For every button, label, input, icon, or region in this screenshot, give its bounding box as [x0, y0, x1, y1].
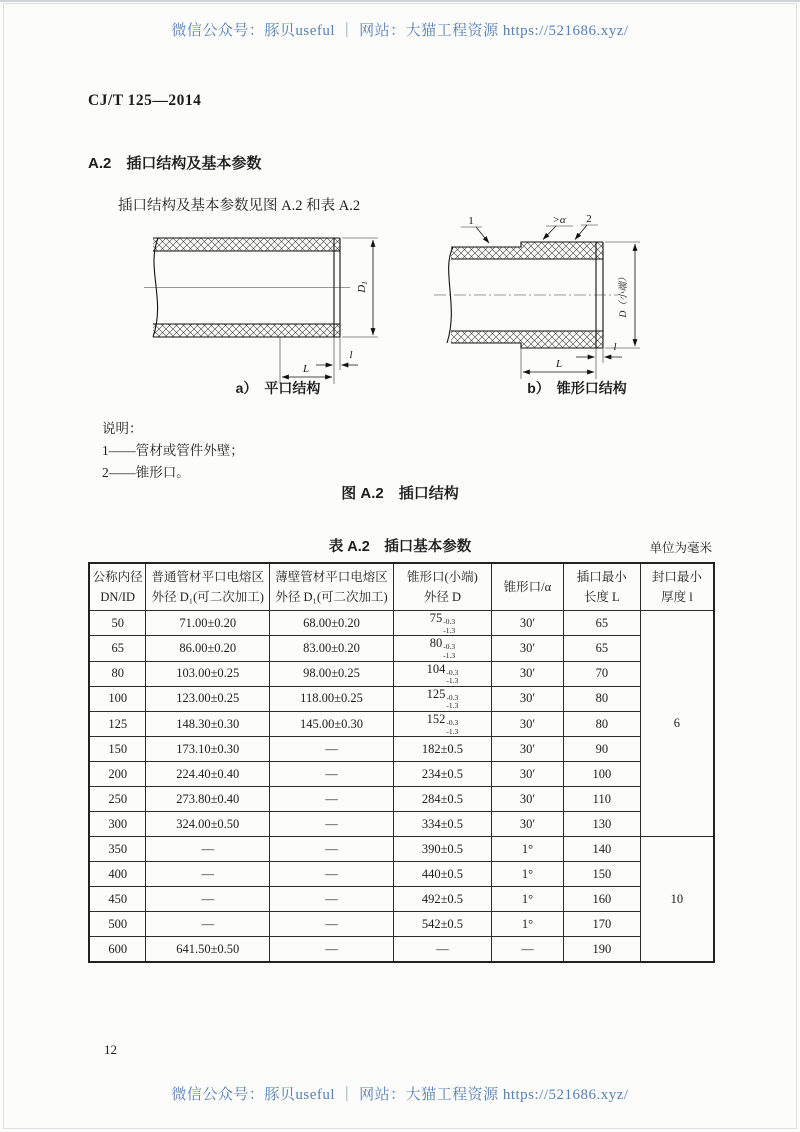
table-cell: 30′: [492, 762, 564, 787]
table-row: [89, 887, 714, 912]
table-cell: 90: [563, 737, 640, 762]
table-cell: 492±0.5: [393, 887, 491, 912]
table-cell: —: [270, 762, 394, 787]
table-cell: 50: [89, 611, 146, 636]
table-cell: 1°: [492, 887, 564, 912]
table-cell: —: [270, 787, 394, 812]
table-cell: 190: [563, 937, 640, 963]
table-cell: 80: [563, 712, 640, 737]
table-cell: —: [270, 737, 394, 762]
table-cell: 30′: [492, 712, 564, 737]
dim-l-label-b: l: [613, 341, 617, 353]
table-cell: 125 -0.3 -1.3: [393, 686, 491, 711]
table-cell: 173.10±0.30: [146, 737, 270, 762]
table-row: [89, 762, 714, 787]
table-cell: —: [146, 837, 270, 862]
page-number: 12: [104, 1042, 117, 1057]
table-cell: 500: [89, 912, 146, 937]
dim-L-label-b: L: [555, 358, 563, 370]
unit-note: 单位为毫米: [649, 541, 712, 555]
column-header: 封口最小 厚度 l: [640, 563, 714, 611]
table-cell: 300: [89, 812, 146, 837]
table-cell: 30′: [492, 611, 564, 636]
column-header: 公称内径 DN/ID: [89, 563, 146, 611]
column-header: 插口最小 长度 L: [563, 563, 640, 611]
tolerance-stack: -0.3 -1.3: [443, 617, 456, 635]
figure-a-drawing: [138, 224, 418, 394]
bottom-watermark: 微信公众号：豚贝useful ｜ 网站：大猫工程资源 https://521686.xyz/: [171, 1087, 629, 1103]
table-cell: 140: [563, 837, 640, 862]
column-header: 薄壁管材平口电熔区 外径 D₁(可二次加工): [270, 563, 394, 611]
table-cell: 542±0.5: [393, 912, 491, 937]
thickness-merged-cell: 6: [640, 611, 714, 837]
table-cell: 150: [563, 862, 640, 887]
table-cell: 324.00±0.50: [146, 812, 270, 837]
table-cell: 1°: [492, 837, 564, 862]
table-cell: 65: [89, 636, 146, 661]
table-cell: 1°: [492, 912, 564, 937]
table-row: [89, 686, 714, 711]
note-line-2: 2——锥形口。: [102, 465, 190, 480]
table-row: [89, 912, 714, 937]
table-cell: 150: [89, 737, 146, 762]
table-row: [89, 636, 714, 661]
table-cell: 30′: [492, 686, 564, 711]
table-cell: 98.00±0.25: [270, 661, 394, 686]
table-row: [89, 661, 714, 686]
intro-text: 插口结构及基本参数见图 A.2 和表 A.2: [118, 198, 361, 214]
table-cell: 68.00±0.20: [270, 611, 394, 636]
table-row: [89, 712, 714, 737]
tolerance-stack: -0.3 -1.3: [446, 692, 459, 711]
table-cell: 182±0.5: [393, 737, 491, 762]
column-header: 锥形口/α: [492, 563, 564, 611]
callout-alpha-label: >α: [552, 214, 566, 226]
table-cell: 130: [563, 812, 640, 837]
dim-d-small-label: D（小端）: [619, 272, 629, 318]
figure-a: [138, 224, 418, 399]
table-cell: 350: [89, 837, 146, 862]
table-cell: —: [146, 862, 270, 887]
table-cell: 80 -0.3 -1.3: [393, 636, 491, 661]
table-cell: 70: [563, 661, 640, 686]
table-cell: 65: [563, 611, 640, 636]
table-cell: 1°: [492, 862, 564, 887]
table-cell: 125: [89, 712, 146, 737]
table-row: [89, 837, 714, 862]
table-cell: —: [270, 812, 394, 837]
table-cell: —: [270, 912, 394, 937]
dim-l-label-a: l: [349, 349, 353, 361]
table-row: [89, 862, 714, 887]
table-cell: 110: [563, 787, 640, 812]
table-cell: 65: [563, 636, 640, 661]
table-cell: 152 -0.3 -1.3: [393, 712, 491, 737]
doc-code: CJ/T 125—2014: [88, 92, 202, 109]
table-cell: 30′: [492, 812, 564, 837]
pipe-a-top-wall: [153, 238, 340, 251]
table-cell: 224.40±0.40: [146, 762, 270, 787]
table-cell: 80: [563, 686, 640, 711]
note-line-1: 1——管材或管件外壁；: [102, 443, 244, 458]
table-cell: 103.00±0.25: [146, 661, 270, 686]
table-cell: 30′: [492, 636, 564, 661]
pipe-a-bottom-wall: [153, 324, 340, 337]
table-cell: 71.00±0.20: [146, 611, 270, 636]
table-cell: 104 -0.3 -1.3: [393, 661, 491, 686]
pipe-b-bottom-wall: [451, 331, 603, 348]
params-table: [88, 562, 715, 963]
params-table-body: [89, 611, 714, 963]
table-cell: 234±0.5: [393, 762, 491, 787]
callout-1-label: 1: [468, 215, 474, 227]
figure-notes: [102, 418, 244, 484]
table-cell: 148.30±0.30: [146, 712, 270, 737]
figure-caption: 图 A.2 插口结构: [341, 485, 459, 502]
table-cell: 450: [89, 887, 146, 912]
table-row: [89, 812, 714, 837]
table-row: [89, 787, 714, 812]
column-header: 普通管材平口电熔区 外径 D₁(可二次加工): [146, 563, 270, 611]
table-cell: 100: [89, 686, 146, 711]
table-cell: 170: [563, 912, 640, 937]
tolerance-stack: -0.3 -1.3: [446, 718, 459, 736]
callout-2-label: 2: [586, 213, 592, 225]
table-row: [89, 611, 714, 636]
table-cell: 75 -0.3 -1.3: [393, 611, 491, 636]
table-cell: 600: [89, 937, 146, 963]
table-cell: —: [270, 862, 394, 887]
table-cell: —: [492, 937, 564, 963]
table-caption: 表 A.2 插口基本参数: [328, 539, 472, 555]
figure-b: [426, 211, 728, 401]
dim-L-label-a: L: [302, 363, 310, 375]
table-cell: 160: [563, 887, 640, 912]
table-cell: —: [393, 937, 491, 963]
table-row: [89, 737, 714, 762]
table-cell: —: [270, 837, 394, 862]
table-cell: —: [146, 912, 270, 937]
table-cell: 641.50±0.50: [146, 937, 270, 963]
table-cell: 273.80±0.40: [146, 787, 270, 812]
params-table-head-row: [89, 563, 714, 611]
dim-d1-label: D1: [356, 281, 369, 293]
table-cell: 400: [89, 862, 146, 887]
top-watermark: 微信公众号：豚贝useful ｜ 网站：大猫工程资源 https://521686.xyz/: [171, 23, 629, 39]
table-cell: 390±0.5: [393, 837, 491, 862]
table-cell: 30′: [492, 737, 564, 762]
column-header: 锥形口(小端) 外径 D: [393, 563, 491, 611]
figure-a-caption: a） 平口结构: [235, 380, 321, 396]
table-cell: 30′: [492, 661, 564, 686]
notes-title: 说明：: [102, 421, 143, 436]
table-cell: 145.00±0.30: [270, 712, 394, 737]
table-cell: 123.00±0.25: [146, 686, 270, 711]
table-cell: —: [270, 887, 394, 912]
table-cell: 334±0.5: [393, 812, 491, 837]
thickness-merged-cell: 10: [640, 837, 714, 963]
tolerance-stack: -0.3 -1.3: [443, 642, 456, 660]
table-cell: —: [146, 887, 270, 912]
figure-b-drawing: [426, 211, 728, 396]
table-cell: 250: [89, 787, 146, 812]
table-cell: 86.00±0.20: [146, 636, 270, 661]
table-cell: 118.00±0.25: [270, 686, 394, 711]
table-cell: 200: [89, 762, 146, 787]
table-cell: 80: [89, 661, 146, 686]
table-cell: 83.00±0.20: [270, 636, 394, 661]
table-cell: 30′: [492, 787, 564, 812]
section-heading: A.2 插口结构及基本参数: [88, 155, 262, 172]
table-row: [89, 937, 714, 963]
table-cell: —: [270, 937, 394, 963]
tolerance-stack: -0.3 -1.3: [446, 667, 459, 686]
pipe-b-top-wall: [451, 242, 603, 259]
table-cell: 440±0.5: [393, 862, 491, 887]
table-cell: 284±0.5: [393, 787, 491, 812]
figure-b-caption: b） 锥形口结构: [527, 380, 627, 396]
table-cell: 100: [563, 762, 640, 787]
